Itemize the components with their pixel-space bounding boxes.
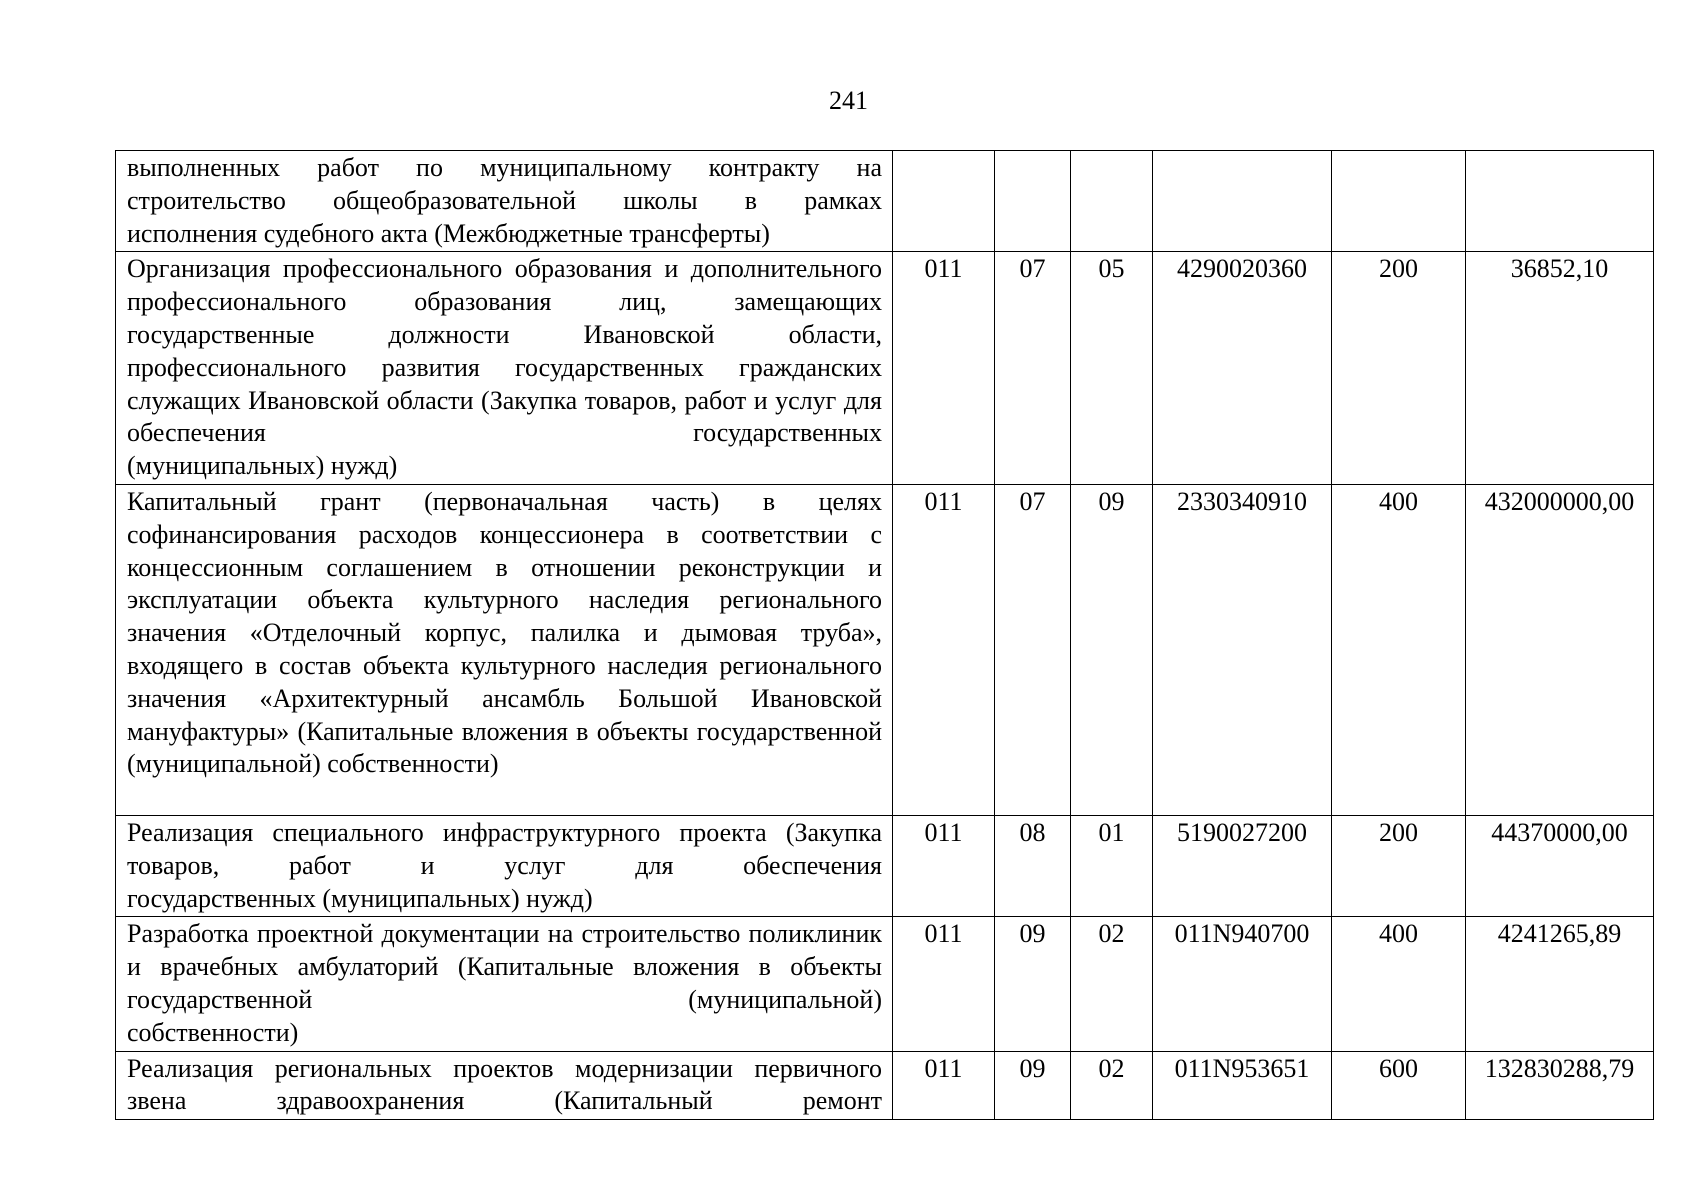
amount-cell: 132830288,79 (1466, 1051, 1654, 1120)
description-cell (116, 484, 893, 815)
expense-type-cell: 200 (1332, 815, 1466, 916)
section-code-cell: 09 (995, 1051, 1071, 1120)
page-number: 241 (829, 86, 868, 115)
table-row (116, 815, 1654, 916)
description-text-tail: исполнения судебного акта (Межбюджетные трансферты) (127, 218, 770, 248)
description-text: Реализация специального инфраструктурного проекта (Закупка товаров, работ и услуг для обеспечения (127, 817, 882, 880)
description-cell (116, 151, 893, 252)
ministry-code-cell: 011 (893, 252, 995, 485)
description-cell (116, 917, 893, 1051)
subsection-code-cell: 01 (1071, 815, 1153, 916)
ministry-code-cell: 011 (893, 1051, 995, 1120)
description-text-tail: собственности) (127, 1017, 299, 1047)
description-text: Организация профессионального образования и дополнительного профессионального образования лиц, замещающих государственные должности Ивановской области, профессионального развития государственных гражданских служащих Ивановской области (Закупка товаров, работ и услуг для обеспечения государственных (127, 254, 882, 448)
subsection-code-cell: 02 (1071, 1051, 1153, 1120)
target-item-cell (1153, 151, 1332, 252)
subsection-code-cell: 05 (1071, 252, 1153, 485)
section-code-cell: 08 (995, 815, 1071, 916)
description-text: Разработка проектной документации на строительство поликлиник и врачебных амбулаторий (Капитальные вложения в объекты государственной (муниципальной) (127, 919, 882, 1014)
section-code-cell (995, 151, 1071, 252)
description-text: Реализация региональных проектов модернизации первичного звена здравоохранения (Капитальный ремонт (127, 1053, 882, 1116)
target-item-cell: 4290020360 (1153, 252, 1332, 485)
description-cell (116, 1051, 893, 1120)
budget-table (115, 150, 1654, 1120)
expense-type-cell: 400 (1332, 484, 1466, 815)
description-text-tail: (муниципальной) собственности) (127, 749, 499, 779)
expense-type-cell (1332, 151, 1466, 252)
table-row (116, 917, 1654, 1051)
amount-cell: 432000000,00 (1466, 484, 1654, 815)
description-cell (116, 815, 893, 916)
table-row (116, 484, 1654, 815)
subsection-code-cell: 09 (1071, 484, 1153, 815)
target-item-cell: 011N953651 (1153, 1051, 1332, 1120)
section-code-cell: 07 (995, 484, 1071, 815)
ministry-code-cell (893, 151, 995, 252)
table-row (116, 1051, 1654, 1120)
expense-type-cell: 600 (1332, 1051, 1466, 1120)
description-text-tail: государственных (муниципальных) нужд) (127, 883, 593, 913)
description-text: выполненных работ по муниципальному контракту на строительство общеобразовательной школы в рамках (127, 153, 882, 215)
expense-type-cell: 200 (1332, 252, 1466, 485)
ministry-code-cell: 011 (893, 917, 995, 1051)
target-item-cell: 5190027200 (1153, 815, 1332, 916)
amount-cell: 4241265,89 (1466, 917, 1654, 1051)
target-item-cell: 011N940700 (1153, 917, 1332, 1051)
amount-cell: 44370000,00 (1466, 815, 1654, 916)
target-item-cell: 2330340910 (1153, 484, 1332, 815)
ministry-code-cell: 011 (893, 484, 995, 815)
description-text-tail: (муниципальных) нужд) (127, 451, 398, 481)
ministry-code-cell: 011 (893, 815, 995, 916)
expense-type-cell: 400 (1332, 917, 1466, 1051)
description-text: Капитальный грант (первоначальная часть) в целях софинансирования расходов концессионера в соответствии с концессионным соглашением в отношении реконструкции и эксплуатации объекта культурного наследия регионального значения «Отделочный корпус, палилка и дымовая труба», входящего в состав объекта культурного наследия регионального значения «Архитектурный ансамбль Большой Ивановской мануфактуры» (Капитальные вложения в объекты государственной (127, 486, 882, 746)
table-row (116, 252, 1654, 485)
subsection-code-cell: 02 (1071, 917, 1153, 1051)
section-code-cell: 09 (995, 917, 1071, 1051)
description-cell (116, 252, 893, 485)
amount-cell (1466, 151, 1654, 252)
subsection-code-cell (1071, 151, 1153, 252)
amount-cell: 36852,10 (1466, 252, 1654, 485)
section-code-cell: 07 (995, 252, 1071, 485)
table-row (116, 151, 1654, 252)
